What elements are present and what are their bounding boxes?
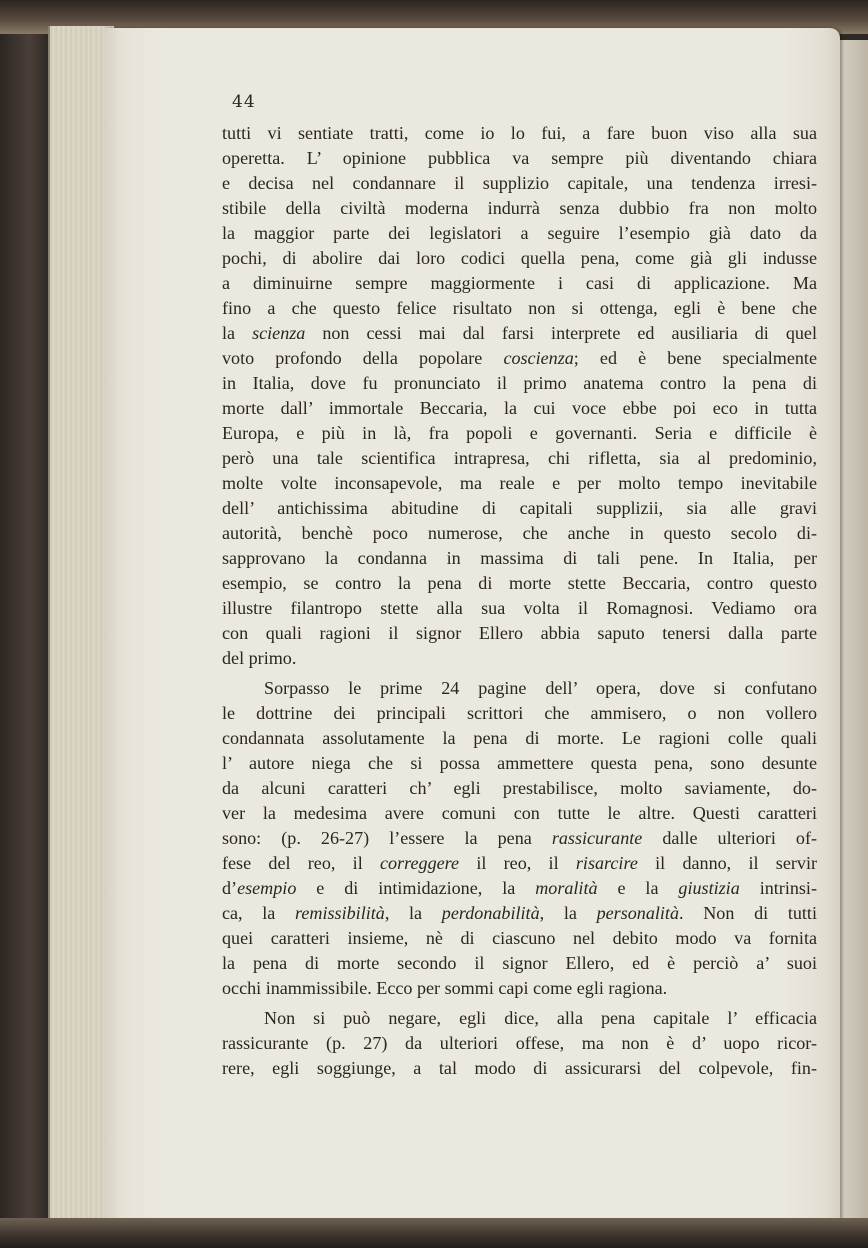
- text-line: la maggior parte dei legislatori a seguire l’esempio già dato da: [222, 223, 817, 243]
- text-line: fese del reo, il correggere il reo, il risarcire il danno, il servir: [222, 853, 817, 873]
- italic-term: personalità: [596, 903, 680, 923]
- text-line: ca, la remissibilità, la perdonabilità, la personalità. Non di tutti: [222, 903, 817, 923]
- text-line: morte dall’ immortale Beccaria, la cui voce ebbe poi eco in tutta: [222, 398, 817, 418]
- italic-term: scienza: [252, 323, 306, 343]
- body-text: [222, 121, 817, 1081]
- text-line: dell’ antichissima abitudine di capitali supplizii, sia alle gravi: [222, 498, 817, 518]
- text-line: esempio, se contro la pena di morte stette Beccaria, contro questo: [222, 573, 817, 593]
- text-line: illustre filantropo stette alla sua volta il Romagnosi. Vediamo ora: [222, 598, 817, 618]
- text-line: le dottrine dei principali scrittori che ammisero, o non vollero: [222, 703, 817, 723]
- italic-term: rassicurante: [551, 828, 643, 848]
- text-line: da alcuni caratteri ch’ egli prestabilisce, molto saviamente, do-: [222, 778, 817, 798]
- text-line: sapprovano la condanna in massima di tali pene. In Italia, per: [222, 548, 817, 568]
- text-line: stibile della civiltà moderna indurrà senza dubbio fra non molto: [222, 198, 817, 218]
- text-line: fino a che questo felice risultato non si ottenga, egli è bene che: [222, 298, 817, 318]
- text-line: rassicurante (p. 27) da ulteriori offese, ma non è d’ uopo ricor-: [222, 1033, 817, 1053]
- text-line: tutti vi sentiate tratti, come io lo fui, a fare buon viso alla sua: [222, 123, 817, 143]
- text-line: quei caratteri insieme, nè di ciascuno nel debito modo va fornita: [222, 928, 817, 948]
- text-line: a diminuirne sempre maggiormente i casi di applicazione. Ma: [222, 273, 817, 293]
- italic-term: moralità: [535, 878, 598, 898]
- book-bottom-edge: [0, 1218, 868, 1248]
- text-line: condannata assolutamente la pena di morte. Le ragioni colle quali: [222, 728, 817, 748]
- text-line: la scienza non cessi mai dal farsi interprete ed ausiliaria di quel: [222, 323, 817, 343]
- text-line: con quali ragioni il signor Ellero abbia saputo tenersi dalla parte: [222, 623, 817, 643]
- text-line: pochi, di abolire dai loro codici quella pena, come già gli indusse: [222, 248, 817, 268]
- text-line: rere, egli soggiunge, a tal modo di assicurarsi del colpevole, fin-: [222, 1058, 817, 1078]
- text-line: la pena di morte secondo il signor Ellero, ed è perciò a’ suoi: [222, 953, 817, 973]
- text-line: sono: (p. 26-27) l’essere la pena rassicurante dalle ulteriori of-: [222, 828, 817, 848]
- text-line: e decisa nel condannare il supplizio capitale, una tendenza irresi-: [222, 173, 817, 193]
- italic-term: esempio: [237, 878, 297, 898]
- page-number: 44: [232, 92, 256, 112]
- text-line: l’ autore niega che si possa ammettere questa pena, sono desunte: [222, 753, 817, 773]
- text-line: occhi inammissibile. Ecco per sommi capi come egli ragiona.: [222, 978, 668, 998]
- italic-term: giustizia: [678, 878, 740, 898]
- text-line: del primo.: [222, 648, 297, 668]
- text-line: operetta. L’ opinione pubblica va sempre più diventando chiara: [222, 148, 817, 168]
- text-line: d’esempio e di intimidazione, la moralità e la giustizia intrinsi-: [222, 878, 817, 898]
- italic-term: coscienza: [503, 348, 574, 368]
- italic-term: risarcire: [575, 853, 638, 873]
- text-line: in Italia, dove fu pronunciato il primo anatema contro la pena di: [222, 373, 817, 393]
- text-line: autorità, benchè poco numerose, che anche in questo secolo di-: [222, 523, 817, 543]
- text-line: voto profondo della popolare coscienza; ed è bene specialmente: [222, 348, 817, 368]
- italic-term: perdonabilità: [441, 903, 540, 923]
- next-page-edge: [836, 40, 868, 1220]
- italic-term: remissibilità: [295, 903, 385, 923]
- text-line: però una tale scientifica intrapresa, chi rifletta, sia al predominio,: [222, 448, 817, 468]
- text-line: ver la medesima avere comuni con tutte le altre. Questi caratteri: [222, 803, 817, 823]
- italic-term: correggere: [380, 853, 460, 873]
- text-line: molte volte inconsapevole, ma reale e per molto tempo inevitabile: [222, 473, 817, 493]
- text-line: Europa, e più in là, fra popoli e governanti. Seria e difficile è: [222, 423, 817, 443]
- text-line: Sorpasso le prime 24 pagine dell’ opera, dove si confutano: [264, 678, 817, 698]
- text-line: Non si può negare, egli dice, alla pena capitale l’ efficacia: [264, 1008, 817, 1028]
